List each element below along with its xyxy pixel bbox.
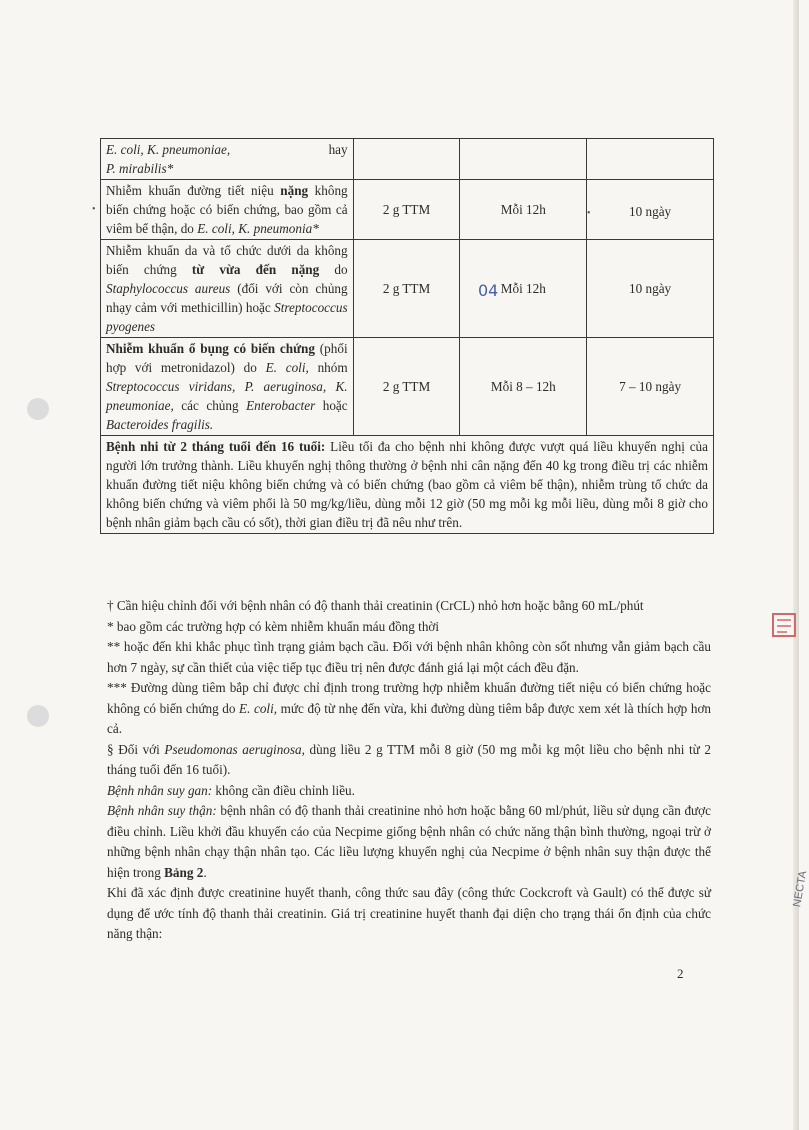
page-edge bbox=[793, 0, 799, 1130]
table-row bbox=[101, 240, 714, 338]
pathogen-name: Enterobacter bbox=[246, 398, 316, 413]
footnote-star: * bao gồm các trường hợp có kèm nhiễm khuẩn máu đồng thời bbox=[107, 618, 440, 634]
indication-emphasis: nặng bbox=[280, 183, 309, 198]
interval-cell: Mỗi 12h bbox=[460, 240, 587, 338]
renal-text-end: . bbox=[203, 864, 207, 880]
scan-speck: • bbox=[92, 204, 96, 215]
dosing-table bbox=[100, 138, 714, 534]
stamp-fragment bbox=[769, 600, 799, 650]
pathogen-name: Streptococcus viridans, P. aeruginosa, K. pneumoniae, bbox=[106, 379, 348, 413]
dose-cell: 2 g TTM bbox=[353, 180, 460, 240]
renal-label: Bệnh nhân suy thận: bbox=[107, 803, 217, 818]
indication-text: hay bbox=[328, 142, 348, 157]
footnote-text: mức độ từ nhẹ đến vừa, khi đường dùng tiêm bắp được xem xét là thích hợp hơn cả. bbox=[107, 700, 712, 736]
footnote-text: § Đối với bbox=[107, 741, 160, 757]
indication-text: (đối với còn chủng nhạy cảm với methicillin) hoặc bbox=[106, 281, 348, 315]
duration-cell: 10 ngày bbox=[587, 240, 714, 338]
pathogen-name: Bacteroides fragilis. bbox=[106, 417, 214, 432]
punch-hole-top bbox=[27, 398, 49, 420]
interval-cell: Mỗi 12h bbox=[460, 180, 587, 240]
pathogen-name: Streptococcus pyogenes bbox=[106, 300, 348, 334]
footnotes-section bbox=[107, 596, 711, 945]
table-row-pediatric bbox=[101, 436, 714, 534]
footnote-section-sign bbox=[107, 740, 711, 781]
table-row bbox=[101, 139, 714, 180]
renal-impairment-note bbox=[107, 801, 711, 883]
indication-emphasis: Nhiễm khuẩn ổ bụng có biến chứng bbox=[106, 341, 315, 356]
indication-text: Nhiễm khuẩn da và tổ chức dưới da không biến chứng bbox=[106, 243, 348, 277]
indication-text: hoặc bbox=[322, 398, 348, 413]
indication-text: các chủng bbox=[181, 398, 239, 413]
handwritten-annotation: 04 bbox=[478, 281, 499, 300]
scan-speck: • bbox=[587, 208, 591, 219]
page-number: 2 bbox=[677, 966, 684, 981]
cockcroft-gault-intro: Khi đã xác định được creatinine huyết thanh, công thức sau đây (công thức Cockcroft và Gault) có thể được sử dụng để ước tính độ thanh thải creatinin. Giá trị creatinine huyết thanh đại diện cho trạng thái ổn định của chức năng thận: bbox=[107, 885, 711, 941]
indication-text: không biến chứng hoặc có biến chứng, bao gồm cả viêm bể thận, do bbox=[106, 183, 348, 236]
pathogen-name: E. coli, bbox=[265, 360, 309, 375]
footnote-text: *** Đường dùng tiêm bắp chỉ được chỉ định trong trường hợp nhiễm khuẩn đường tiết niệu có biến chứng hoặc không có biến chứng do bbox=[107, 680, 711, 716]
pathogen-name: Staphylococcus aureus bbox=[106, 281, 231, 296]
pathogen-name: E. coli, K. pneumonia* bbox=[197, 221, 319, 236]
footnote-text: dùng liều 2 g TTM mỗi 8 giờ (50 mg mỗi kg một liều cho bệnh nhi từ 2 tháng tuổi đến 16 tuổi). bbox=[107, 741, 712, 777]
interval-cell: Mỗi 8 – 12h bbox=[460, 338, 587, 436]
indication-cell bbox=[101, 139, 354, 180]
indication-text: E. coli, K. pneumoniae, bbox=[106, 142, 231, 157]
hepatic-label: Bệnh nhân suy gan: bbox=[107, 782, 213, 798]
duration-cell: 10 ngày bbox=[587, 180, 714, 240]
indication-text: Nhiễm khuẩn đường tiết niệu bbox=[106, 183, 274, 198]
dose-cell bbox=[353, 139, 460, 180]
dose-cell: 2 g TTM bbox=[353, 240, 460, 338]
duration-cell bbox=[587, 139, 714, 180]
duration-cell: 7 – 10 ngày bbox=[587, 338, 714, 436]
indication-text: P. mirabilis* bbox=[106, 161, 174, 176]
indication-text: do bbox=[334, 262, 348, 277]
pathogen-name: E. coli, bbox=[239, 700, 278, 716]
indication-text: (phối hợp với metronidazol) do bbox=[106, 341, 348, 375]
indication-cell bbox=[101, 338, 354, 436]
pediatric-text: Liều tối đa cho bệnh nhi không được vượt quá liều khuyến nghị của người lớn trưởng thành. Liều khuyến nghị thông thường ở bệnh nhi cân nặng đến 40 kg trong điều trị các nhiễm khuẩn đường tiết niệu không biến chứng và có biến chứng (bao gồm cả viêm bể thận), nhiễm trùng tổ chức da không biến chứng và viêm phổi là 50 mg/kg/liều, dùng mỗi 12 giờ (50 mg mỗi kg mỗi liều, dùng mỗi 8 giờ cho bệnh nhân giảm bạch cầu có sốt), thời gian điều trị đã nêu như trên. bbox=[106, 439, 708, 530]
pediatric-dosing-cell bbox=[101, 436, 714, 534]
indication-cell bbox=[101, 240, 354, 338]
hepatic-impairment-note bbox=[107, 781, 711, 802]
indication-text: nhóm bbox=[317, 360, 348, 375]
footnote-double-star: ** hoặc đến khi khắc phục tình trạng giảm bạch cầu. Đối với bệnh nhân không còn sốt nhưng vẫn giảm bạch cầu hơn 7 ngày, sự cần thiết của việc tiếp tục điều trị nên được đánh giá lại một cách đều đặn. bbox=[107, 639, 711, 675]
punch-hole-bottom bbox=[27, 705, 49, 727]
indication-emphasis: từ vừa đến nặng bbox=[191, 262, 320, 277]
table-reference: Bảng 2 bbox=[164, 864, 204, 880]
table-row bbox=[101, 180, 714, 240]
hepatic-text: không cần điều chỉnh liều. bbox=[215, 782, 355, 798]
footnote-dagger: † Cần hiệu chỉnh đối với bệnh nhân có độ thanh thải creatinin (CrCL) nhỏ hơn hoặc bằng 60 mL/phút bbox=[107, 598, 644, 613]
indication-cell bbox=[101, 180, 354, 240]
pathogen-name: Pseudomonas aeruginosa, bbox=[164, 741, 305, 757]
pediatric-heading: Bệnh nhi từ 2 tháng tuổi đến 16 tuổi: bbox=[106, 439, 326, 454]
footnote-triple-star bbox=[107, 678, 711, 740]
renal-text: bệnh nhân có độ thanh thải creatinine nhỏ hơn hoặc bằng 60 ml/phút, liều sử dụng cần được điều chỉnh. Liều khởi đầu khuyến cáo của Necpime giống bệnh nhân có chức năng thận bình thường, ngoại trừ ở những bệnh nhân chạy thận nhân tạo. Các liều lượng khuyến nghị của Necpime ở bệnh nhân suy thận được thể hiện trong bbox=[107, 803, 712, 880]
necta-watermark: NECTA bbox=[790, 870, 809, 908]
interval-cell bbox=[460, 139, 587, 180]
dose-cell: 2 g TTM bbox=[353, 338, 460, 436]
table-row bbox=[101, 338, 714, 436]
